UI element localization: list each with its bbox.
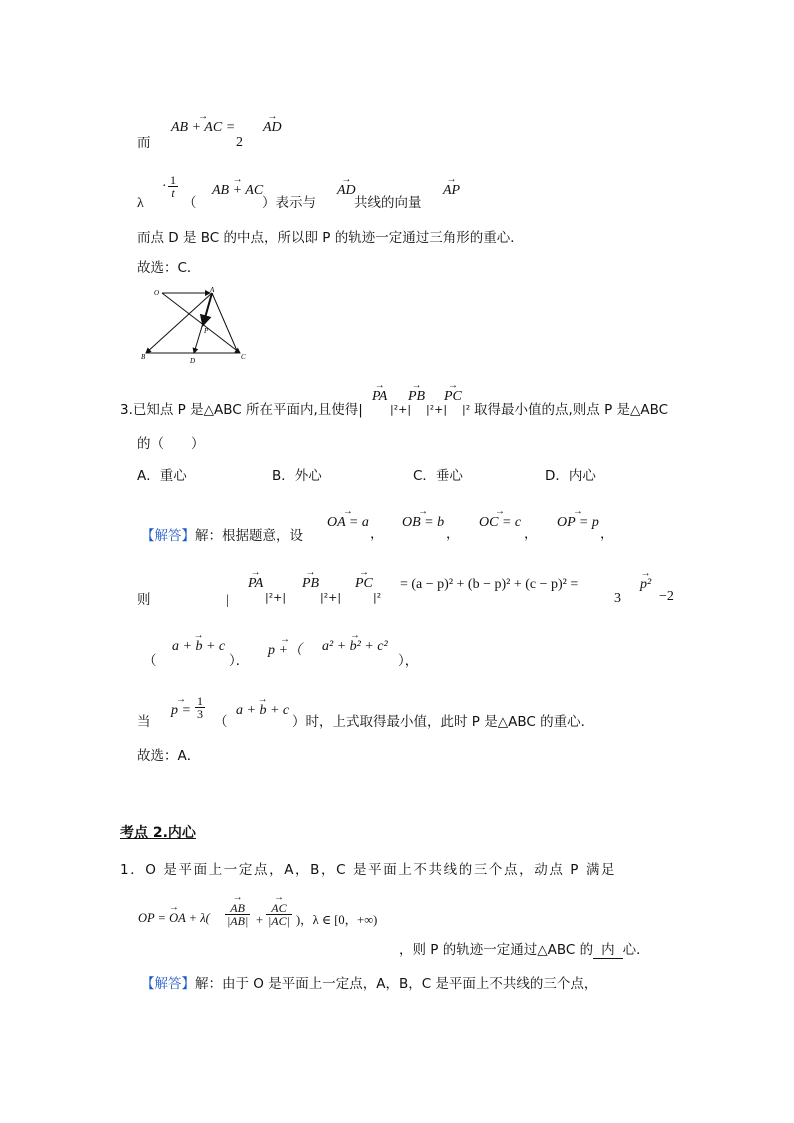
p3-comma3: ， bbox=[524, 526, 538, 542]
p3-stem-suffix: 取得最小值的点,则点 P 是△ABC bbox=[474, 402, 669, 418]
p3-pc2: → PC bbox=[355, 577, 373, 591]
block1-line3: 而点 D 是 BC 的中点，所以即 P 的轨迹一定通过三角形的重心． bbox=[137, 230, 524, 246]
block1-frac: $\frac{1}{t}$ bbox=[170, 173, 176, 200]
p3-pc: → PC bbox=[444, 390, 462, 404]
p3-sep3: |² bbox=[462, 403, 471, 416]
p3-three: 3 bbox=[614, 591, 621, 606]
block1-close-text: ）表示与 bbox=[262, 195, 316, 211]
p3-when-tail: ）时，上式取得最小值，此时 P 是△ABC 的重心． bbox=[292, 714, 595, 730]
label-c: C bbox=[241, 353, 246, 361]
segment-ac bbox=[212, 293, 238, 353]
block1-expr bbox=[171, 121, 235, 135]
block1-collinear: 共线的向量 bbox=[354, 195, 422, 211]
block1-ad2: → AD bbox=[337, 184, 356, 198]
block1-ap: → AP bbox=[443, 184, 460, 198]
p3-abs-bar: | bbox=[226, 593, 229, 608]
p3-option-c[interactable]: C．垂心 bbox=[413, 468, 463, 484]
block1-prefix: 而 bbox=[137, 135, 151, 151]
p3-sep2: |²+| bbox=[426, 403, 448, 416]
label-p: P bbox=[204, 327, 209, 335]
p3-ob-eq: → OB = b bbox=[402, 516, 444, 530]
p3-sq-sum: → a² + b² + c² bbox=[322, 640, 388, 654]
p3-oa-eq: → OA = a bbox=[327, 516, 369, 530]
p3-sq-sub: |² bbox=[373, 591, 382, 604]
p3-comma4: ， bbox=[600, 526, 614, 542]
answer-blank: 内 bbox=[593, 944, 623, 959]
inc-stem: 1．O 是平面上一定点，A，B，C 是平面上不共线的三个点，动点 P 满足 bbox=[120, 862, 617, 878]
label-d: D bbox=[190, 357, 196, 365]
p3-when: 当 bbox=[137, 714, 151, 730]
inc-result: ，则 P 的轨迹一定通过△ABC 的 内 心． bbox=[399, 942, 650, 958]
p3-p-eq: → p = bbox=[171, 704, 191, 718]
p3-third-frac: $\frac{1}{3}$ bbox=[197, 694, 203, 721]
p3-plus-bar2: |²+| bbox=[320, 591, 342, 604]
block1-sum: → AB + AC bbox=[212, 184, 263, 198]
p3-option-a[interactable]: A．重心 bbox=[137, 468, 187, 484]
inc-formula-tail: )，λ ∈ [0，+∞) bbox=[296, 913, 378, 927]
segment-ab bbox=[146, 293, 212, 353]
p3-close-comma: ）， bbox=[398, 653, 419, 669]
label-a: A bbox=[210, 286, 215, 294]
p3-stem-line2: 的（ ） bbox=[137, 436, 205, 452]
p3-pb2: → PB bbox=[302, 577, 319, 591]
ab-ac-sum: → AB + AC = bbox=[171, 121, 235, 135]
p3-close-dot: ）． bbox=[229, 653, 250, 669]
p3-pa2: → PA bbox=[248, 577, 263, 591]
block1-ad: → AD bbox=[263, 121, 282, 135]
p3-plus-bar1: |²+| bbox=[265, 591, 287, 604]
p3-option-b[interactable]: B．外心 bbox=[272, 468, 322, 484]
p3-abc-sum: → a + b + c bbox=[172, 640, 225, 654]
p3-when-sum: → a + b + c bbox=[236, 704, 289, 718]
p3-expansion: = (a − p)² + (b − p)² + (c − p)² = bbox=[400, 577, 579, 592]
triangle-figure bbox=[138, 283, 253, 368]
p3-final: 故选：A． bbox=[137, 748, 201, 764]
p3-minus-two: −2 bbox=[659, 589, 674, 604]
p3-paren-open: （ bbox=[143, 653, 157, 669]
inc-plus: + bbox=[256, 913, 264, 927]
p3-comma2: ， bbox=[446, 526, 460, 542]
block1-two: 2 bbox=[236, 135, 243, 150]
p3-then: 则 bbox=[137, 592, 151, 608]
label-b: B bbox=[141, 353, 146, 361]
p3-pb: → PB bbox=[408, 390, 425, 404]
p3-p-sq: → p² bbox=[640, 578, 651, 592]
p3-comma1: ， bbox=[370, 526, 384, 542]
p3-op-eq: → OP = p bbox=[557, 516, 599, 530]
inc-frac1: → $\frac{AB}{|AB|}$ bbox=[225, 902, 250, 927]
p3-answer-line bbox=[141, 530, 303, 544]
segment-ap bbox=[203, 293, 212, 325]
answer-tag: 【解答】 bbox=[141, 528, 195, 544]
block1-lambda: λ bbox=[137, 196, 144, 211]
inc-formula-lhs: → OP = OA + λ( bbox=[138, 912, 210, 925]
inc-frac2: → $\frac{AC}{|AC|}$ bbox=[266, 902, 292, 927]
p3-when-paren: （ bbox=[214, 714, 228, 730]
inc-answer-text: 解：由于 O 是平面上一定点，A，B，C 是平面上不共线的三个点， bbox=[195, 976, 598, 992]
p3-option-d[interactable]: D．内心 bbox=[545, 468, 596, 484]
p3-sep1: |²+| bbox=[390, 403, 412, 416]
p3-stem-prefix: 3.已知点 P 是△ABC 所在平面内,且使得| bbox=[120, 402, 363, 418]
p3-pa: → PA bbox=[372, 390, 387, 404]
label-o: O bbox=[154, 289, 160, 297]
answer-tag-2: 【解答】 bbox=[141, 976, 195, 992]
answer-intro: 解：根据题意，设 bbox=[195, 528, 303, 544]
p3-p-plus: → p +（ bbox=[268, 644, 302, 658]
section-heading: 考点 2.内心 bbox=[120, 825, 196, 841]
segment-oc bbox=[162, 293, 240, 353]
p3-oc-eq: → OC = c bbox=[479, 516, 521, 530]
block1-line4: 故选：C． bbox=[137, 260, 201, 276]
block1-paren: （ bbox=[183, 195, 197, 211]
inc-answer-line bbox=[141, 978, 597, 992]
block1-dot: · bbox=[162, 179, 167, 194]
